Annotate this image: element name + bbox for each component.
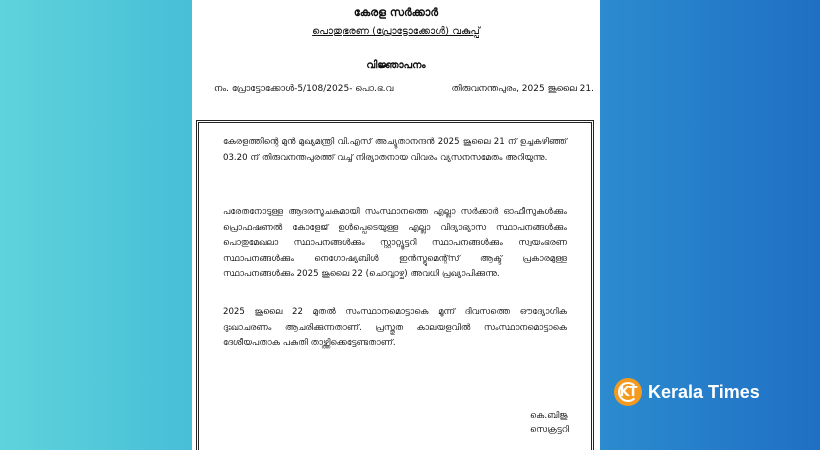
department-name: പൊതുഭരണ (പ്രോട്ടോക്കോൾ) വകുപ്പ് (312, 26, 480, 37)
reference-number: നം. പ്രോട്ടോക്കോൾ-5/108/2025- പൊ.ഭ.വ (214, 84, 394, 94)
signatory-title: സെക്രട്ടറി (530, 425, 569, 435)
paragraph-1: കേരളത്തിന്റെ മുൻ മുഖ്യമന്ത്രി വി.എസ് അച്യുതാനന്ദൻ 2025 ജൂലൈ 21 ന് ഉച്ചകഴിഞ്ഞ് 03.20 ന് തിരുവനന്തപുരത്ത് വച്ച് നിര്യാതനായ വിവരം വ്യസനസമേതം അറിയുന്നു. (223, 137, 567, 163)
signature-block (530, 409, 569, 437)
notification-document (192, 0, 600, 450)
signatory-name: കെ.ബിജു (530, 411, 568, 421)
place-date: തിരുവനന്തപുരം, 2025 ജൂലൈ 21. (451, 84, 594, 94)
notice-body-box (196, 120, 594, 450)
brand-logo (614, 378, 760, 406)
kerala-times-logo-icon (614, 378, 642, 406)
government-title: കേരള സർക്കാർ (353, 6, 439, 19)
notice-heading: വിജ്ഞാപനം (366, 60, 426, 71)
logo-mark-text: KT (619, 384, 637, 400)
paragraph-2: പരേതനോടുള്ള ആദരസൂചകമായി സംസ്ഥാനത്തെ എല്ലാ സർക്കാർ ഓഫീസുകൾക്കും പ്രൊഫഷണൽ കോളേജ് ഉൾപ്പെടെയുള്ള എല്ലാ വിദ്യാഭ്യാസ സ്ഥാപനങ്ങൾക്കും പൊതുമേഖലാ സ്ഥാപനങ്ങൾക്കും സ്റ്റാറ്റ്യൂട്ടറി സ്ഥാപനങ്ങൾക്കും സ്വയംഭരണ സ്ഥാപനങ്ങൾക്കും നെഗോഷ്യബിൾ ഇൻസ്ട്രുമെന്റ്സ് ആക്ട് പ്രകാരമുള്ള സ്ഥാപനങ്ങൾക്കും 2025 ജൂലൈ 22 (ചൊവ്വാഴ്ച) അവധി പ്രഖ്യാപിക്കുന്നു. (223, 207, 567, 279)
paragraph-3: 2025 ജൂലൈ 22 മുതൽ സംസ്ഥാനമൊട്ടാകെ മൂന്ന് ദിവസത്തെ ഔദ്യോഗിക ദുഃഖാചരണം ആചരിക്കുന്നതാണ്. പ്രസ്തുത കാലയളവിൽ സംസ്ഥാനമൊട്ടാകെ ദേശീയപതാക പകുതി താഴ്ത്തിക്കെട്ടേണ്ടതാണ്. (223, 307, 567, 348)
brand-name: Kerala Times (648, 381, 760, 402)
